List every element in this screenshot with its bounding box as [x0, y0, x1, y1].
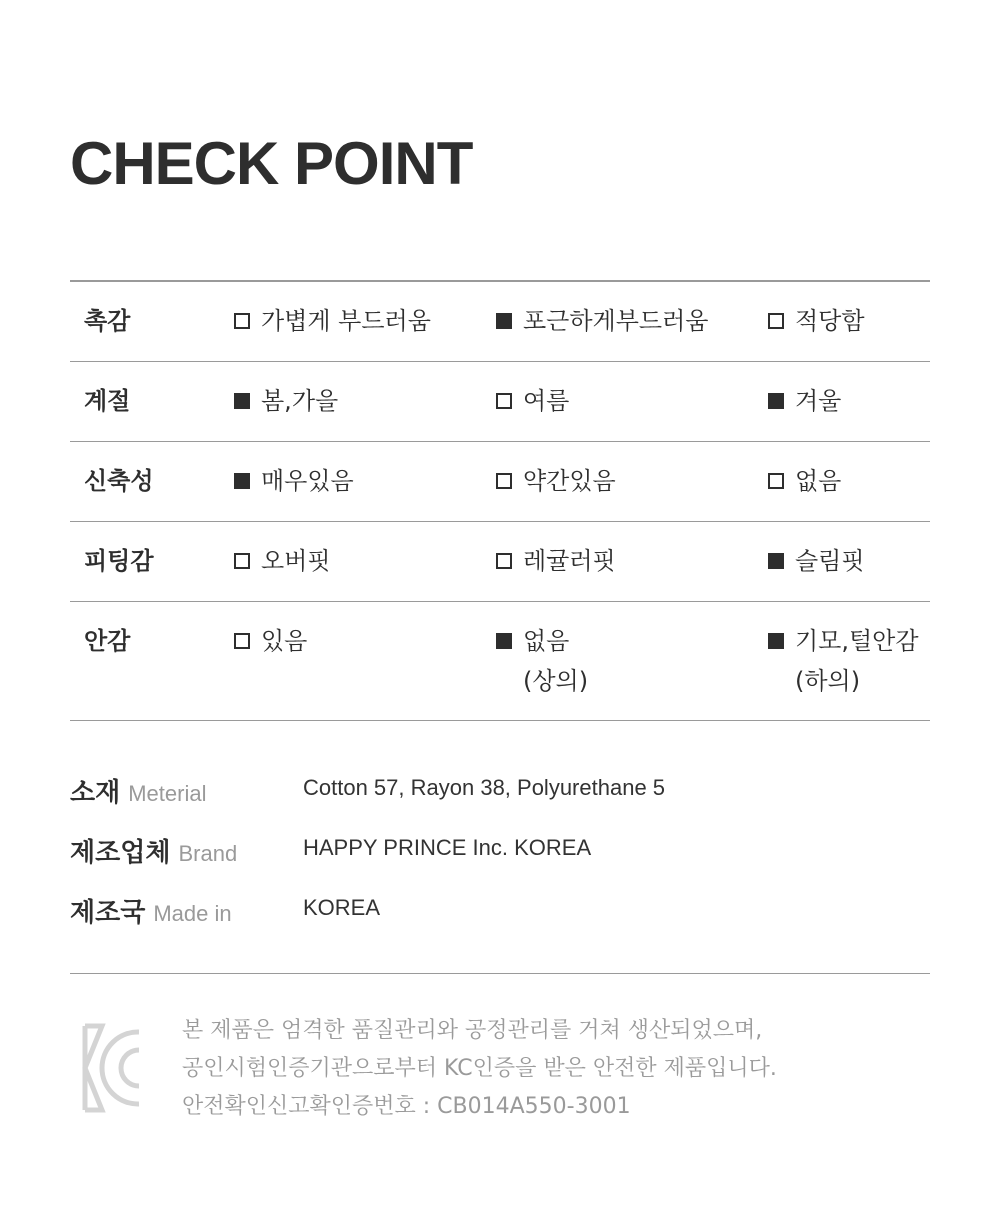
spec-value: HAPPY PRINCE Inc. KOREA: [303, 835, 592, 860]
option-label: 적당함: [795, 307, 865, 335]
option-label: 슬림핏: [795, 547, 865, 575]
spec-label: [70, 832, 237, 869]
option: [234, 306, 431, 341]
spec-label-ko: 소재: [70, 778, 121, 808]
checkbox-icon: [496, 393, 512, 409]
option: [768, 546, 865, 581]
option-label: 있음: [261, 627, 308, 655]
checkbox-icon: [234, 473, 250, 489]
option: [234, 626, 307, 661]
checkbox-icon: [234, 553, 250, 569]
spec-label: [70, 772, 206, 809]
option: [768, 466, 841, 501]
option: [496, 386, 569, 421]
spec-made-in: [70, 892, 930, 932]
checkbox-icon: [234, 393, 250, 409]
checkbox-icon: [234, 633, 250, 649]
option-label: 약간있음: [523, 467, 616, 495]
checkpoint-row-season: [70, 362, 930, 442]
notice-line: 공인시험인증기관으로부터 KC인증을 받은 안전한 제품입니다.: [182, 1056, 777, 1081]
row-label: 피팅감: [84, 547, 154, 575]
row-label: 촉감: [84, 307, 131, 335]
checkbox-icon: [234, 313, 250, 329]
option-label: 없음: [795, 467, 842, 495]
option: [768, 626, 919, 701]
checkbox-icon: [496, 313, 512, 329]
option-label: 여름: [523, 387, 570, 415]
notice-line: 안전확인신고확인증번호 : CB014A550-3001: [182, 1094, 631, 1119]
spec-label-ko: 제조국: [70, 898, 146, 928]
checkpoint-row-stretch: [70, 442, 930, 522]
spec-label-en: Brand: [178, 841, 238, 866]
option-label: 매우있음: [261, 467, 354, 495]
page-title: CHECK POINT: [70, 130, 473, 197]
spec-brand: [70, 832, 930, 872]
option-label: 없음 (상의): [523, 627, 589, 695]
option: [496, 546, 616, 581]
checkpoint-row-fit: [70, 522, 930, 602]
checkbox-icon: [496, 553, 512, 569]
option: [768, 306, 865, 341]
option: [496, 626, 588, 701]
spec-value: KOREA: [303, 895, 381, 920]
kc-certification-icon: [82, 1022, 142, 1114]
checkbox-icon: [768, 633, 784, 649]
row-label: 안감: [84, 627, 131, 655]
option-label: 포근하게부드러움: [523, 307, 709, 335]
spec-label-en: Made in: [153, 901, 232, 926]
option: [234, 386, 338, 421]
divider: [70, 973, 930, 974]
checkbox-icon: [496, 633, 512, 649]
option-label: 가볍게 부드러움: [261, 307, 431, 335]
checkpoint-row-texture: [70, 282, 930, 362]
option: [768, 386, 841, 421]
checkbox-icon: [768, 473, 784, 489]
row-label: 계절: [84, 387, 131, 415]
spec-value: Cotton 57, Rayon 38, Polyurethane 5: [303, 775, 666, 800]
spec-label: [70, 892, 232, 929]
option: [496, 466, 616, 501]
option: [234, 466, 354, 501]
checkbox-icon: [768, 553, 784, 569]
spec-label-en: Meterial: [128, 781, 207, 806]
kc-notice: [182, 1012, 777, 1126]
option-label: 봄,가을: [261, 387, 339, 415]
checkpoint-table: [70, 280, 930, 721]
option-label: 레귤러핏: [523, 547, 616, 575]
notice-line: 본 제품은 엄격한 품질관리와 공정관리를 거쳐 생산되었으며,: [182, 1018, 763, 1043]
checkbox-icon: [496, 473, 512, 489]
checkbox-icon: [768, 393, 784, 409]
row-label: 신축성: [84, 467, 154, 495]
option: [496, 306, 708, 341]
spec-label-ko: 제조업체: [70, 838, 171, 868]
option-label: 겨울: [795, 387, 842, 415]
option: [234, 546, 331, 581]
checkpoint-row-lining: [70, 602, 930, 721]
checkbox-icon: [768, 313, 784, 329]
option-label: 기모,털안감 (하의): [795, 627, 919, 695]
option-label: 오버핏: [261, 547, 331, 575]
spec-material: [70, 772, 930, 812]
